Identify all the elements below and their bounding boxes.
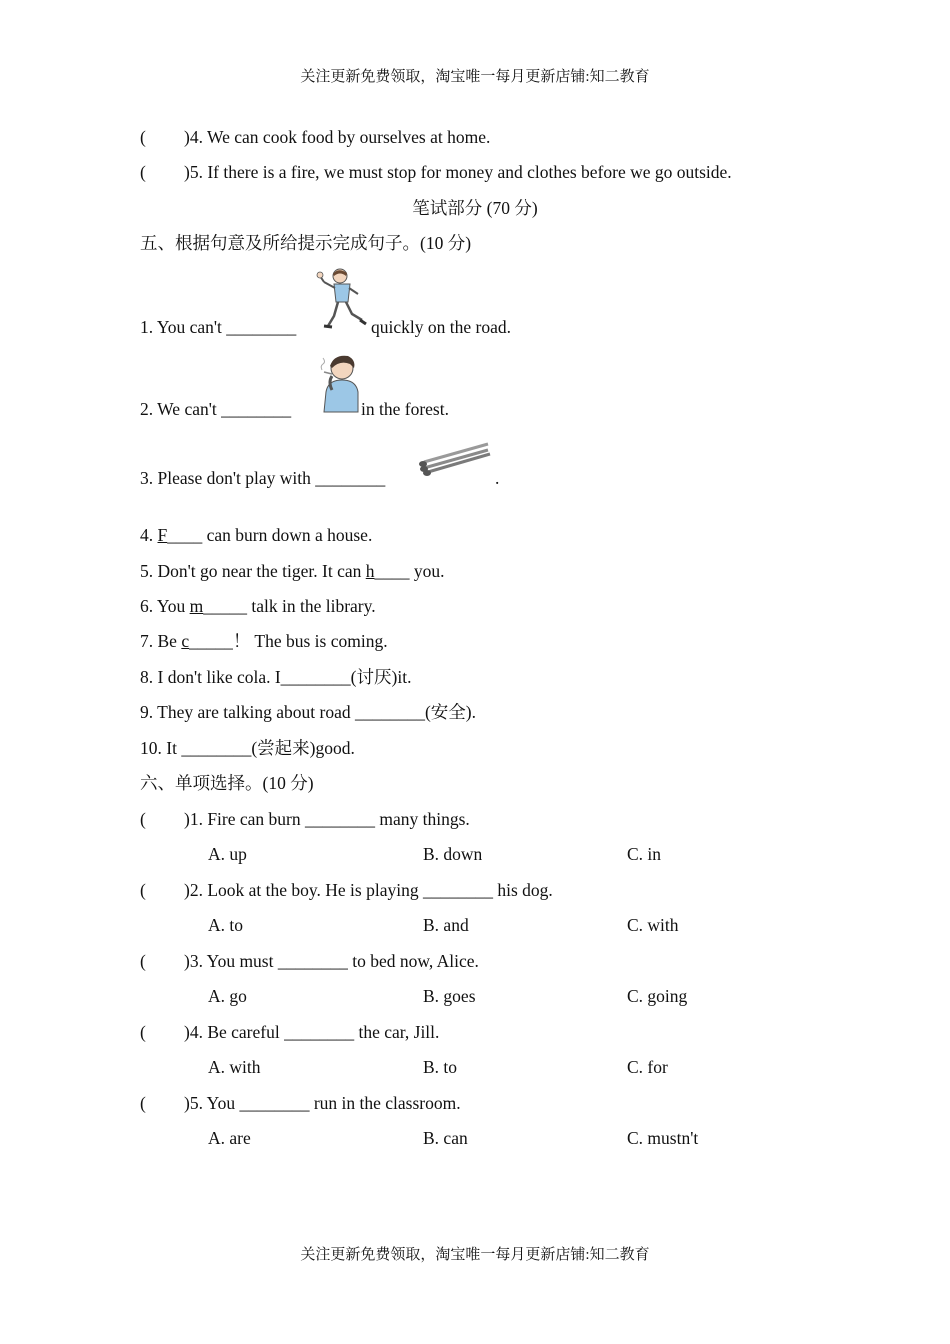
choice-question-4: ( )4. Be careful ________ the car, Jill. xyxy=(140,1022,440,1042)
picture-question-2: 2. We can't ________ xyxy=(140,399,292,419)
fill-question-4: 4. F____ can burn down a house. xyxy=(140,525,373,545)
fill-question-8: 8. I don't like cola. I________(讨厌)it. xyxy=(140,667,412,687)
section6-title: 六、单项选择。(10 分) xyxy=(140,773,314,793)
running-boy-icon xyxy=(314,266,370,332)
choice-5-option-a: A. are xyxy=(208,1128,251,1148)
choice-2-option-b: B. and xyxy=(423,915,469,935)
picture-question-1: 1. You can't ________ xyxy=(140,317,297,337)
fill-question-9: 9. They are talking about road ________(安全). xyxy=(140,702,476,722)
choice-4-option-a: A. with xyxy=(208,1057,261,1077)
choice-question-5: ( )5. You ________ run in the classroom. xyxy=(140,1093,461,1113)
matches-icon xyxy=(416,438,494,480)
choice-3-option-c: C. going xyxy=(627,986,688,1006)
choice-question-3: ( )3. You must ________ to bed now, Alice. xyxy=(140,951,479,971)
choice-1-option-c: C. in xyxy=(627,844,662,864)
choice-1-option-a: A. up xyxy=(208,844,247,864)
choice-4-option-b: B. to xyxy=(423,1057,458,1077)
picture-question-3: 3. Please don't play with ________ xyxy=(140,468,386,488)
boy-smoking-icon xyxy=(318,352,362,414)
fill-question-10: 10. It ________(尝起来)good. xyxy=(140,738,355,758)
fill-question-7: 7. Be c_____！ The bus is coming. xyxy=(140,631,388,651)
choice-1-option-b: B. down xyxy=(423,844,483,864)
choice-3-option-b: B. goes xyxy=(423,986,476,1006)
written-part-title: 笔试部分 (70 分) xyxy=(412,198,538,218)
picture-question-1-tail: quickly on the road. xyxy=(371,317,511,337)
choice-5-option-c: C. mustn't xyxy=(627,1128,699,1148)
choice-question-2: ( )2. Look at the boy. He is playing ________ his dog. xyxy=(140,880,553,900)
choice-4-option-c: C. for xyxy=(627,1057,668,1077)
choice-5-option-b: B. can xyxy=(423,1128,468,1148)
choice-2-option-c: C. with xyxy=(627,915,679,935)
listening-item-5: ( )5. If there is a fire, we must stop for money and clothes before we go outside. xyxy=(140,162,732,182)
fill-question-5: 5. Don't go near the tiger. It can h____ you. xyxy=(140,561,445,581)
choice-2-option-a: A. to xyxy=(208,915,243,935)
page-footer: 关注更新免费领取，淘宝唯一每月更新店铺:知二教育 xyxy=(300,1247,650,1263)
fill-question-6: 6. You m_____ talk in the library. xyxy=(140,596,376,616)
choice-question-1: ( )1. Fire can burn ________ many things. xyxy=(140,809,470,829)
picture-question-2-tail: in the forest. xyxy=(361,399,449,419)
section5-title: 五、根据句意及所给提示完成句子。(10 分) xyxy=(140,233,472,253)
choice-3-option-a: A. go xyxy=(208,986,247,1006)
listening-item-4: ( )4. We can cook food by ourselves at home. xyxy=(140,127,491,147)
page-header: 关注更新免费领取，淘宝唯一每月更新店铺:知二教育 xyxy=(300,69,650,85)
picture-question-3-tail: . xyxy=(495,468,500,488)
